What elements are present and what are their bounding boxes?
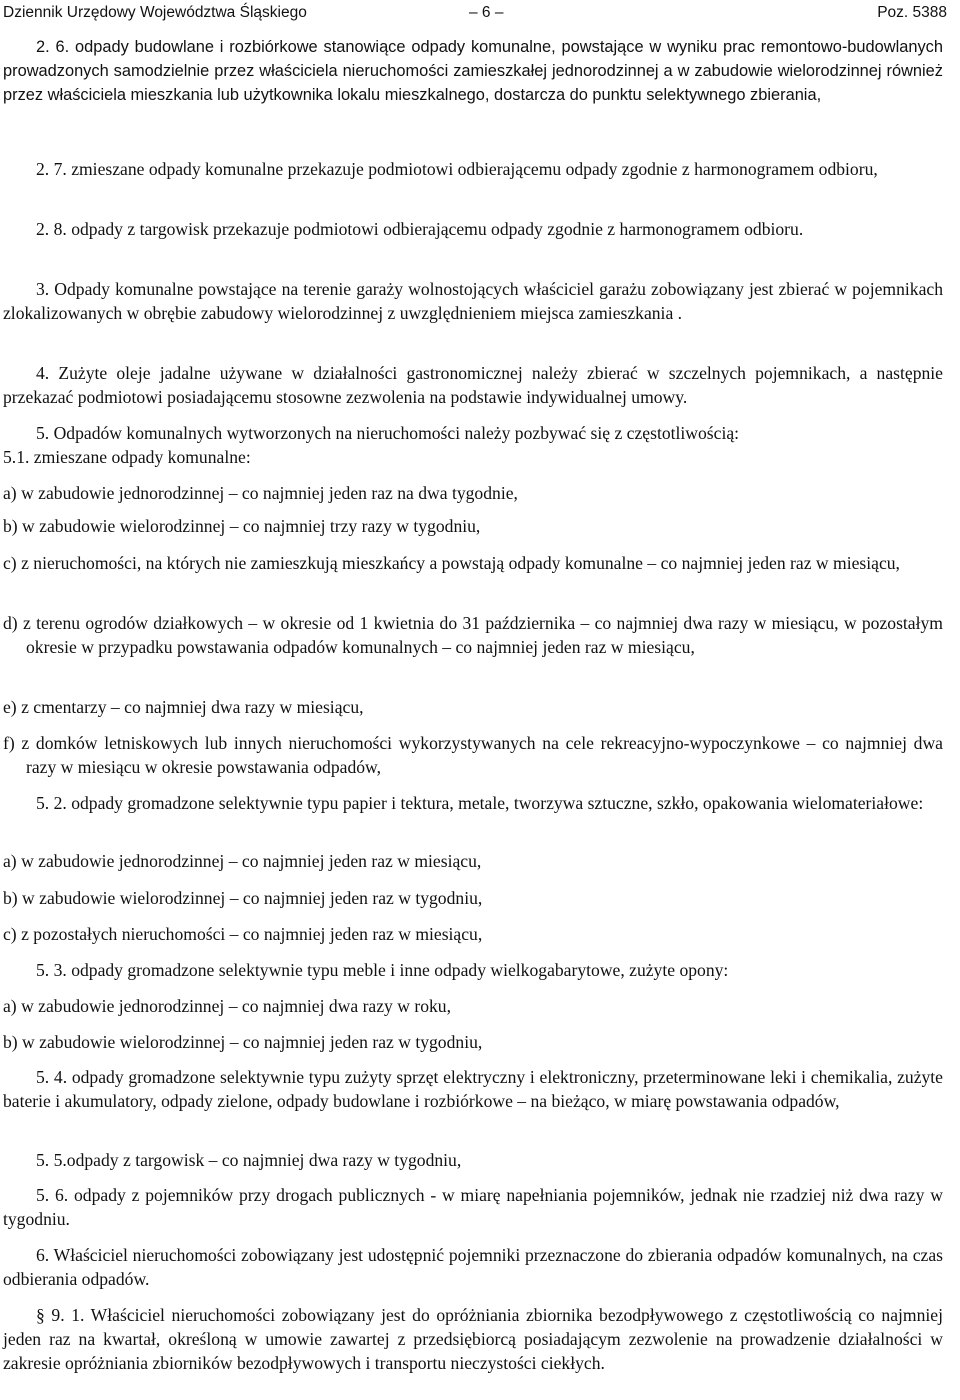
position-number: Poz. 5388: [877, 4, 947, 21]
list-item: e) z cmentarzy – co najmniej dwa razy w miesiącu,: [3, 697, 364, 717]
list-item: b) w zabudowie wielorodzinnej – co najmniej trzy razy w tygodniu,: [3, 516, 481, 536]
list-item: d) z terenu ogrodów działkowych – w okresie od 1 kwietnia do 31 października – co najmniej dwa razy w miesiącu, w pozostałym okresie w przypadku powstawania odpadów komunalnych – co najmniej jeden raz w miesiącu,: [3, 613, 943, 657]
paragraph-6: 6. Właściciel nieruchomości zobowiązany jest udostępnić pojemniki przeznaczone do zbierania odpadów komunalnych, na czas odbierania odpadów.: [3, 1245, 943, 1289]
page-number: – 6 –: [469, 4, 504, 21]
list-item: f) z domków letniskowych lub innych nieruchomości wykorzystywanych na cele rekreacyjno-wypoczynkowe – co najmniej dwa razy w miesiącu w okresie powstawania odpadów,: [3, 733, 943, 777]
list-item: c) z pozostałych nieruchomości – co najmniej jeden raz w miesiącu,: [3, 924, 483, 944]
paragraph-5: 5. Odpadów komunalnych wytworzonych na nieruchomości należy pozbywać się z częstotliwością:: [36, 423, 740, 443]
list-item: a) w zabudowie jednorodzinnej – co najmniej jeden raz w miesiącu,: [3, 851, 482, 871]
paragraph-9-1: § 9. 1. Właściciel nieruchomości zobowiązany jest do opróżniania zbiornika bezodpływowego z częstotliwością co najmniej jeden raz na kwartał, określoną w umowie zawartej z przedsiębiorcą posiadającym zezwolenie na prowadzenie działalności w zakresie opróżniania zbiorników bezodpływowych i transportu nieczystości ciekłych.: [3, 1305, 943, 1373]
list-item: c) z nieruchomości, na których nie zamieszkują mieszkańcy a powstają odpady komunalne – co najmniej jeden raz w miesiącu,: [3, 553, 900, 573]
paragraph-4: 4. Zużyte oleje jadalne używane w działalności gastronomicznej należy zbierać w szczelnych pojemnikach, a następnie przekazać podmiotowi posiadającemu stosowne zezwolenia na podstawie indywidualnej umowy.: [3, 363, 943, 407]
journal-title: Dziennik Urzędowy Województwa Śląskiego: [3, 4, 307, 21]
paragraph-5-1: 5.1. zmieszane odpady komunalne:: [3, 447, 251, 467]
paragraph-5-5: 5. 5.odpady z targowisk – co najmniej dwa razy w tygodniu,: [36, 1150, 462, 1170]
paragraph-5-3: 5. 3. odpady gromadzone selektywnie typu meble i inne odpady wielkogabarytowe, zużyte opony:: [36, 960, 729, 980]
paragraph-2-6: 2. 6. odpady budowlane i rozbiórkowe stanowiące odpady komunalne, powstające w wyniku prac remontowo-budowlanych prowadzonych samodzielnie przez właściciela nieruchomości zamieszkałej jednorodzinnej a w zabudowie wielorodzinnej również przez właściciela mieszkania lub użytkownika lokalu mieszkalnego, dostarcza do punktu selektywnego zbierania,: [3, 38, 943, 104]
paragraph-5-2: 5. 2. odpady gromadzone selektywnie typu papier i tektura, metale, tworzywa sztuczne, szkło, opakowania wielomateriałowe:: [36, 793, 924, 813]
page-header: [3, 2, 947, 24]
paragraph-5-4: 5. 4. odpady gromadzone selektywnie typu zużyty sprzęt elektryczny i elektroniczny, przeterminowane leki i chemikalia, zużyte baterie i akumulatory, odpady zielone, odpady budowlane i rozbiórkowe – na bieżąco, w miarę powstawania odpadów,: [3, 1067, 943, 1111]
list-item: b) w zabudowie wielorodzinnej – co najmniej jeden raz w tygodniu,: [3, 1032, 483, 1052]
paragraph-3: 3. Odpady komunalne powstające na terenie garaży wolnostojących właściciel garażu zobowiązany jest zbierać w pojemnikach zlokalizowanych w obrębie zabudowy wielorodzinnej z uwzględnieniem miejsca zamieszkania .: [3, 279, 943, 323]
paragraph-2-7: 2. 7. zmieszane odpady komunalne przekazuje podmiotowi odbierającemu odpady zgodnie z harmonogramem odbioru,: [36, 159, 878, 179]
list-item: b) w zabudowie wielorodzinnej – co najmniej jeden raz w tygodniu,: [3, 888, 483, 908]
list-item: a) w zabudowie jednorodzinnej – co najmniej jeden raz na dwa tygodnie,: [3, 483, 518, 503]
list-item: a) w zabudowie jednorodzinnej – co najmniej dwa razy w roku,: [3, 996, 451, 1016]
paragraph-2-8: 2. 8. odpady z targowisk przekazuje podmiotowi odbierającemu odpady zgodnie z harmonogramem odbioru.: [36, 219, 804, 239]
paragraph-5-6: 5. 6. odpady z pojemników przy drogach publicznych - w miarę napełniania pojemników, jednak nie rzadziej niż dwa razy w tygodniu.: [3, 1185, 943, 1229]
